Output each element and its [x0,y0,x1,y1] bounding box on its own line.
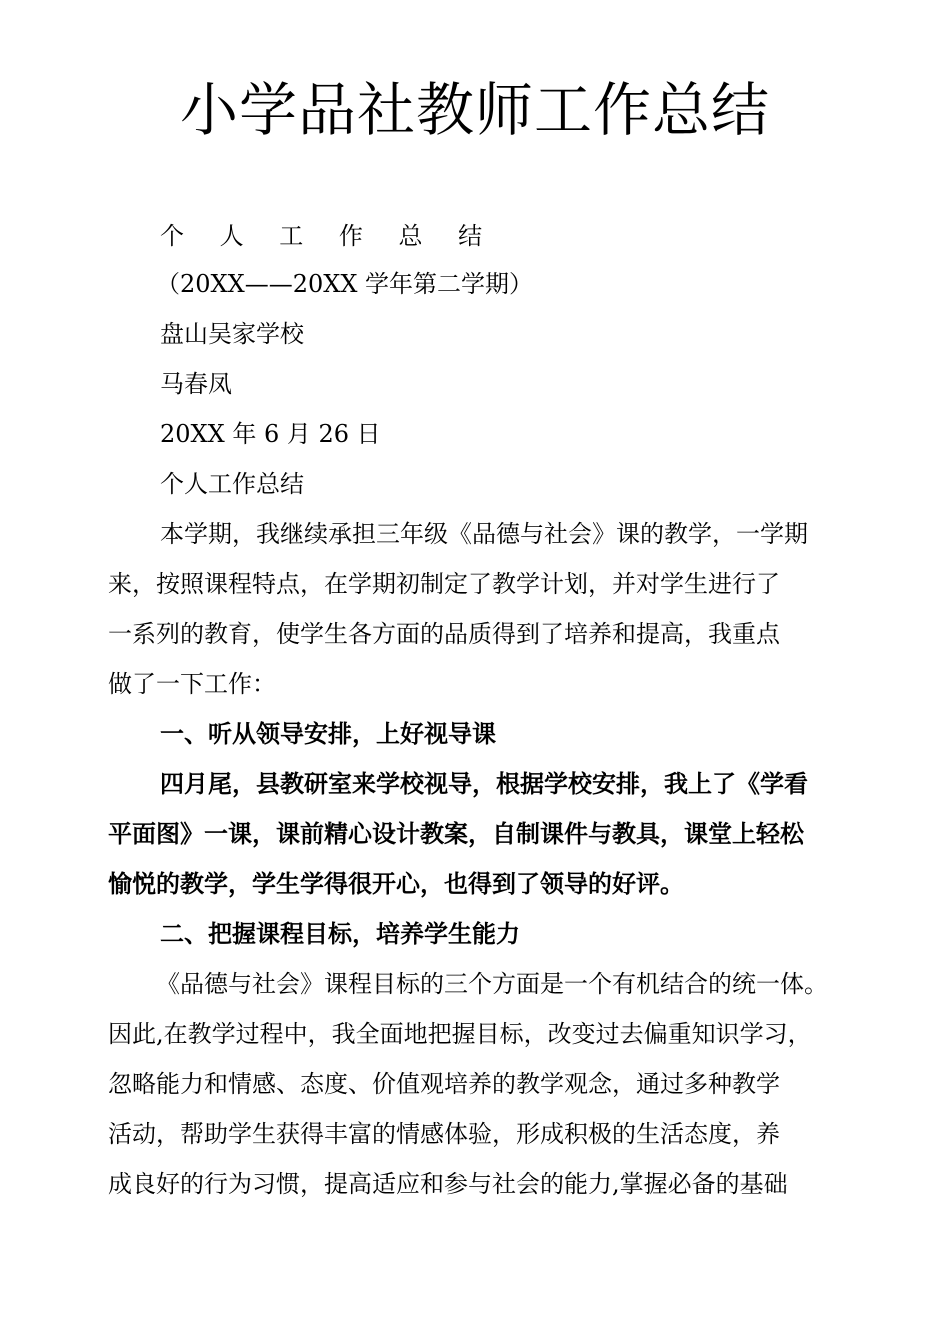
school-name: 盘山吴家学校 [160,320,304,348]
paragraph-line: 愉悦的教学，学生学得很开心，也得到了领导的好评。 [108,869,684,898]
paragraph-line: 来，按照课程特点，在学期初制定了教学计划，并对学生进行了 [108,570,780,598]
paragraph-line: 做了一下工作： [108,670,276,698]
paragraph-line: 活动，帮助学生获得丰富的情感体验，形成积极的生活态度，养 [108,1120,780,1148]
paragraph-line: 一系列的教育，使学生各方面的品质得到了培养和提高，我重点 [108,620,780,648]
paragraph-line: 忽略能力和情感、态度、价值观培养的教学观念，通过多种教学 [108,1070,780,1098]
document-date: 20XX 年 6 月 26 日 [160,420,381,448]
summary-heading-spaced: 个 人 工 作 总 结 [160,222,497,250]
section-heading-1: 一、听从领导安排，上好视导课 [160,719,496,748]
semester-line: （20XX——20XX 学年第二学期） [156,270,534,298]
paragraph-line: 因此,在教学过程中，我全面地把握目标，改变过去偏重知识学习， [108,1020,812,1048]
summary-heading: 个人工作总结 [160,470,304,498]
paragraph-line: 四月尾，县教研室来学校视导，根据学校安排，我上了《学看 [160,769,808,798]
paragraph-line: 《品德与社会》课程目标的三个方面是一个有机结合的统一体。 [156,970,828,998]
paragraph-line: 本学期，我继续承担三年级《品德与社会》课的教学，一学期 [160,520,808,548]
section-heading-2: 二、把握课程目标，培养学生能力 [160,919,520,948]
author-name: 马春凤 [160,370,232,398]
document-title: 小学品社教师工作总结 [179,76,770,144]
paragraph-line: 成良好的行为习惯，提高适应和参与社会的能力,掌握必备的基础 [108,1170,788,1198]
paragraph-line: 平面图》一课，课前精心设计教案，自制课件与教具，课堂上轻松 [108,819,804,848]
